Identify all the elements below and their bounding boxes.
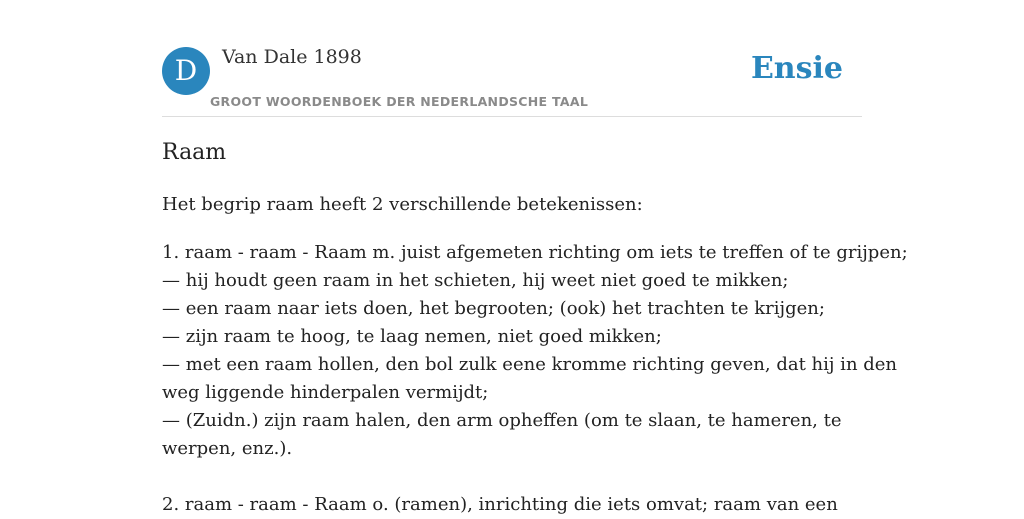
definition-line: — zijn raam te hoog, te laag nemen, niet goed mikken;	[162, 326, 662, 347]
entry-intro: Het begrip raam heeft 2 verschillende betekenissen:	[162, 194, 643, 215]
definition-line: — (Zuidn.) zijn raam halen, den arm opheffen (om te slaan, te hameren, te	[162, 410, 842, 431]
site-header	[162, 0, 862, 117]
brand-logo[interactable]: Ensie	[750, 51, 843, 86]
definition-line: weg liggende hinderpalen vermijdt;	[162, 382, 489, 403]
definition-line: — hij houdt geen raam in het schieten, hij weet niet goed te mikken;	[162, 270, 789, 291]
definition-line: — een raam naar iets doen, het begrooten; (ook) het trachten te krijgen;	[162, 298, 825, 319]
definition-line: — met een raam hollen, den bol zulk eene kromme richting geven, dat hij in den	[162, 354, 898, 375]
page	[162, 0, 908, 515]
site-subtitle: GROOT WOORDENBOEK DER NEDERLANDSCHE TAAL	[210, 94, 589, 109]
site-title[interactable]: Van Dale 1898	[222, 46, 362, 68]
definition-line: werpen, enz.).	[162, 438, 293, 459]
definition-spacer	[162, 463, 862, 491]
entry-title: Raam	[162, 140, 227, 165]
definition-line: 2. raam - raam - Raam o. (ramen), inrichting die iets omvat; raam van een	[162, 494, 838, 515]
definition-line: 1. raam - raam - Raam m. juist afgemeten richting om iets te treffen of te grijpen;	[162, 242, 908, 263]
definitions	[162, 239, 908, 519]
site-logo[interactable]: D	[162, 47, 210, 95]
